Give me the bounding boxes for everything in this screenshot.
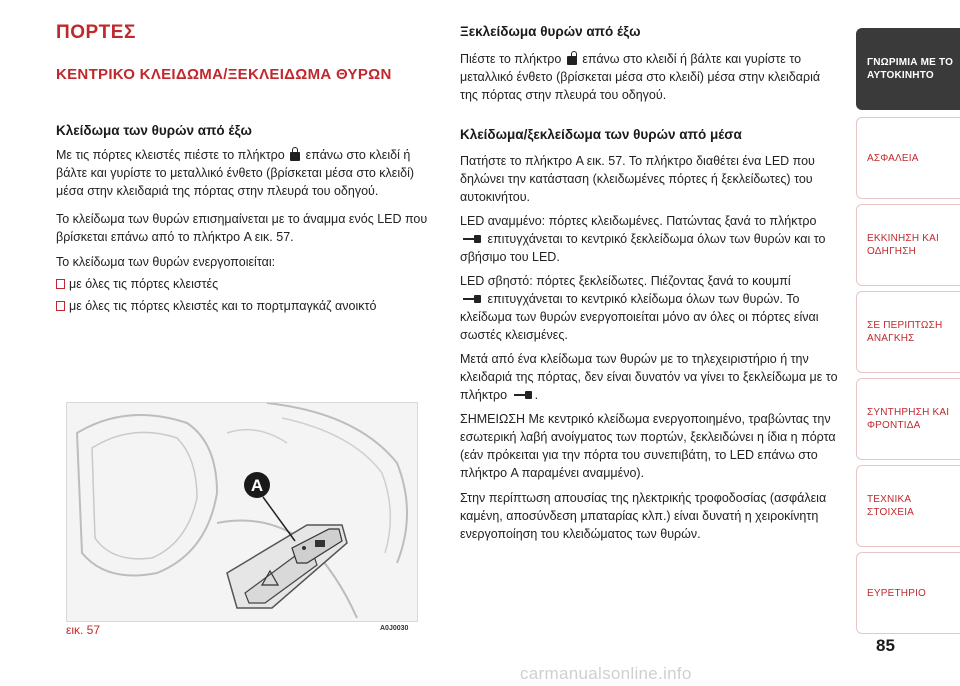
key-icon [463, 235, 481, 243]
text-line: (εάν πρόκειται για την πόρτα του συνεπιβάτη, το LED επάνω στο [460, 448, 818, 462]
text-line: LED αναμμένο: πόρτες κλειδωμένες. Πατώντας ξανά το πλήκτρο [460, 214, 817, 228]
heading-unlock-outside: Ξεκλείδωμα θυρών από έξω [460, 24, 641, 39]
text-line: αυτοκινήτου. [460, 190, 531, 204]
lock-icon [290, 147, 300, 161]
text-line: κλειδαριά της πόρτας, δεν είναι δυνατόν να γίνει το ξεκλείδωμα με το [460, 370, 838, 384]
tab-getting-to-know[interactable] [856, 28, 960, 110]
tab-technical-data[interactable] [856, 465, 960, 547]
tab-index[interactable] [856, 552, 960, 634]
bullet-text: με όλες τις πόρτες κλειστές [69, 277, 219, 291]
bullet-text: με όλες τις πόρτες κλειστές και το πορτμπαγκάζ ανοικτό [69, 299, 377, 313]
unlock-icon [567, 51, 577, 65]
text-line: ενεργοποίηση του κλειδώματος των θυρών. [460, 527, 701, 541]
bullet-item [56, 275, 218, 293]
text-line: Πατήστε το πλήκτρο A εικ. 57. Το πλήκτρο διαθέτει ένα LED που [460, 154, 815, 168]
tab-label: ΓΝΩΡΙΜΙΑ ΜΕ ΤΟ [867, 57, 954, 68]
figure-door-lock-button [66, 402, 418, 622]
tab-maintenance[interactable] [856, 378, 960, 460]
text-line: επιτυγχάνεται το κεντρικό ξεκλείδωμα όλων των θυρών και το [487, 232, 826, 246]
key-icon [514, 391, 532, 399]
text-line: ΣΗΜΕΙΩΣΗ Με κεντρικό κλείδωμα ενεργοποιημένο, τραβώντας την [460, 412, 831, 426]
figure-caption: εικ. 57 [66, 623, 101, 637]
bullet-item [56, 297, 376, 315]
callout-label: A [250, 476, 264, 495]
text-line: βρίσκεται επάνω από το πλήκτρο A εικ. 57. [56, 230, 294, 244]
text-line: μεταλλικό ένθετο (βρίσκεται μέσα στο κλειδί) μέσα στην κλειδαριά [460, 70, 821, 84]
paragraph-inside-4 [460, 350, 850, 404]
text-line: σωστές κλεισμένες. [460, 328, 568, 342]
tab-label: ΕΚΚΙΝΗΣΗ ΚΑΙ [867, 233, 939, 244]
text-line: Μετά από ένα κλείδωμα των θυρών με το τηλεχειριστήριο ή την [460, 352, 809, 366]
checkbox-bullet-icon [56, 279, 65, 289]
text-line: επάνω στο κλειδί ή [305, 148, 411, 162]
chapter-tabs [856, 0, 960, 686]
tab-label: ΑΣΦΑΛΕΙΑ [867, 152, 919, 164]
tab-starting-driving[interactable] [856, 204, 960, 286]
text-line: της πόρτας στην πλευρά του οδηγού. [460, 88, 667, 102]
heading-lock-inside: Κλείδωμα/ξεκλείδωμα των θυρών από μέσα [460, 127, 742, 142]
page-number: 85 [876, 636, 895, 655]
tab-emergency[interactable] [856, 291, 960, 373]
text-line: κλείδωμα των θυρών ενεργοποιείται μόνο αν όλες οι πόρτες είναι [460, 310, 819, 324]
text-line: επιτυγχάνεται το κεντρικό κλείδωμα όλων των θυρών. Το [487, 292, 800, 306]
paragraph-lock-3: Το κλείδωμα των θυρών ενεργοποιείται: [56, 255, 276, 269]
page-title: ΠΟΡΤΕΣ [56, 22, 136, 43]
tab-label: ΤΕΧΝΙΚΑ ΣΤΟΙΧΕΙΑ [867, 494, 915, 518]
text-line: μέσα στην κλειδαριά της πόρτας στην πλευρά του οδηγού. [56, 184, 379, 198]
text-line: . [534, 388, 539, 402]
tab-label: ΣΥΝΤΗΡΗΣΗ ΚΑΙ [867, 407, 950, 418]
paragraph-inside-1 [460, 152, 850, 206]
text-line: Στην περίπτωση απουσίας της ηλεκτρικής τροφοδοσίας (ασφάλεια [460, 491, 827, 505]
paragraph-note [460, 410, 850, 482]
tab-label: ΑΥΤΟΚΙΝΗΤΟ [867, 70, 934, 81]
text-line: εσωτερική λαβή ανοίγματος των πορτών, ξεκλειδώνει η ίδια η πόρτα [460, 430, 836, 444]
text-line: δηλώνει την κατάσταση (κλειδωμένες πόρτες ή ξεκλείδωτες) του [460, 172, 813, 186]
text-line: βάλτε και γυρίστε το μεταλλικό ένθετο (βρίσκεται μέσα στο κλειδί) [56, 166, 415, 180]
text-line: καμένη, αποσύνδεση μπαταρίας κλπ.) είναι δυνατή η χειροκίνητη [460, 509, 819, 523]
heading-lock-outside: Κλείδωμα των θυρών από έξω [56, 123, 252, 138]
paragraph-unlock-1 [460, 50, 850, 104]
tab-label: ΕΥΡΕΤΗΡΙΟ [867, 587, 927, 599]
tab-label: ΑΝΑΓΚΗΣ [867, 333, 915, 344]
figure-code: A0J0030 [380, 625, 409, 632]
text-line: Το κλείδωμα των θυρών επισημαίνεται με το άναμμα ενός LED που [56, 212, 428, 226]
paragraph-manual [460, 489, 850, 543]
text-line: επάνω στο κλειδί ή βάλτε και γυρίστε το [582, 52, 802, 66]
watermark-text: carmanualsonline.info [520, 664, 692, 683]
tab-label: ΟΔΗΓΗΣΗ [867, 246, 917, 257]
dashboard-illustration [67, 403, 418, 622]
text-line: Με τις πόρτες κλειστές πιέστε το πλήκτρο [56, 148, 285, 162]
tab-label: ΣΕ ΠΕΡΙΠΤΩΣΗ [867, 320, 943, 331]
paragraph-inside-3 [460, 272, 850, 344]
tab-safety[interactable] [856, 117, 960, 199]
text-line: Πιέστε το πλήκτρο [460, 52, 562, 66]
paragraph-lock-1 [56, 146, 436, 200]
text-line: σβήσιμο του LED. [460, 250, 560, 264]
text-line: πλήκτρο [460, 388, 508, 402]
paragraph-inside-2 [460, 212, 850, 266]
text-line: LED σβηστό: πόρτες ξεκλείδωτες. Πιέζοντας ξανά το κουμπί [460, 274, 791, 288]
key-icon [463, 295, 481, 303]
section-title: ΚΕΝΤΡΙΚΟ ΚΛΕΙΔΩΜΑ/ΞΕΚΛΕΙΔΩΜΑ ΘΥΡΩΝ [56, 66, 392, 83]
paragraph-lock-2 [56, 210, 436, 246]
checkbox-bullet-icon [56, 301, 65, 311]
text-line: πλήκτρο A παραμένει αναμμένο). [460, 466, 645, 480]
tab-label: ΦΡΟΝΤΙΔΑ [867, 420, 921, 431]
